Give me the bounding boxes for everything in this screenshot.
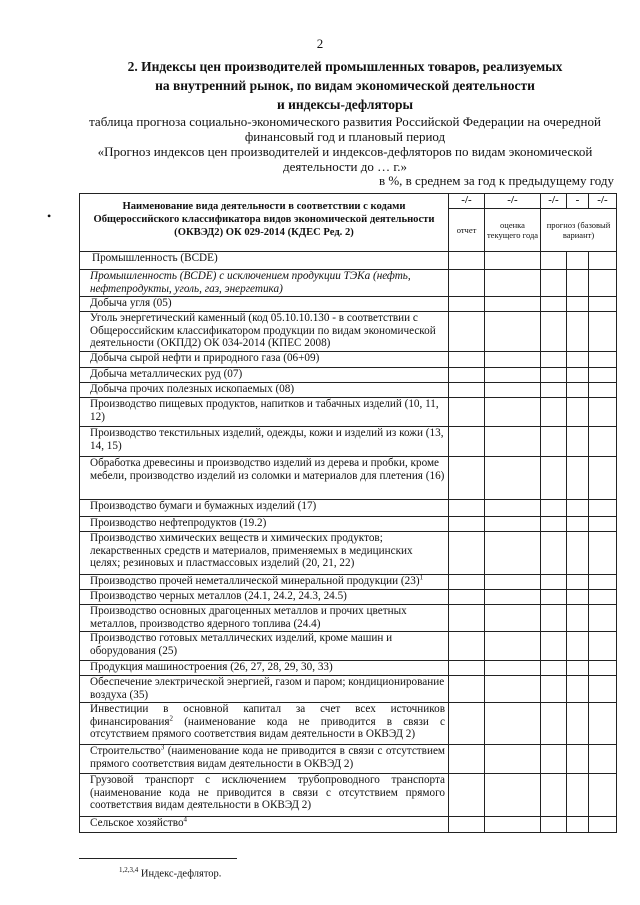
value-cell[interactable] <box>485 605 541 632</box>
value-cell[interactable] <box>567 774 589 817</box>
activity-name-text: Производство черных металлов (24.1, 24.2, 24.3, 24.5) <box>90 590 347 602</box>
value-cell[interactable] <box>567 590 589 605</box>
header-report: отчет <box>449 209 485 252</box>
value-cell[interactable] <box>567 427 589 457</box>
header-activity-name: Наименование вида деятельности в соответствии с кодами Общероссийского классификатора видов экономической деятельности (ОКВЭД2) ОК 029-2014 (КДЕС Ред. 2) <box>80 194 449 252</box>
value-cell[interactable] <box>449 590 485 605</box>
activity-name-cell <box>80 774 449 817</box>
value-cell[interactable] <box>589 774 617 817</box>
activity-name-text: Производство нефтепродуктов (19.2) <box>90 517 267 529</box>
value-cell[interactable] <box>485 398 541 427</box>
value-cell[interactable] <box>567 676 589 703</box>
table-row <box>80 270 617 297</box>
value-cell[interactable] <box>541 517 567 532</box>
value-cell[interactable] <box>449 427 485 457</box>
table-row <box>80 817 617 833</box>
unit-label: в %, в среднем за год к предыдущему году <box>378 173 614 188</box>
table-subtitle <box>60 114 630 174</box>
value-cell[interactable] <box>589 427 617 457</box>
activity-name-cell <box>80 590 449 605</box>
table-body <box>80 252 617 833</box>
value-cell[interactable] <box>589 676 617 703</box>
table-row <box>80 676 617 703</box>
table-row <box>80 517 617 532</box>
header-code-3: -/- <box>541 194 567 209</box>
activity-name-text: Обработка древесины и производство изделий из дерева и пробки, кроме мебели, производство изделий из соломки и материалов для плетения (16) <box>90 457 445 482</box>
value-cell[interactable] <box>541 532 567 575</box>
activity-name-text: Уголь энергетический каменный (код 05.10.10.130 - в соответствии с Общероссийским классификатором продукции по видам экономической деятельности (ОКПД2) ОК 034-2014 (КПЕС 2008) <box>90 312 436 350</box>
footnote-ref: 3 <box>160 743 165 752</box>
value-cell[interactable] <box>567 632 589 661</box>
value-cell[interactable] <box>589 457 617 500</box>
table-row <box>80 312 617 352</box>
value-cell[interactable] <box>449 252 485 270</box>
activity-name-cell <box>80 297 449 312</box>
value-cell[interactable] <box>449 703 485 745</box>
value-cell[interactable] <box>541 500 567 517</box>
activity-name-cell <box>80 352 449 368</box>
subtitle-line-2: финансовый год и плановый период <box>244 129 446 144</box>
value-cell[interactable] <box>589 605 617 632</box>
value-cell[interactable] <box>589 252 617 270</box>
value-cell[interactable] <box>589 383 617 398</box>
value-cell[interactable] <box>567 575 589 590</box>
value-cell[interactable] <box>589 703 617 745</box>
value-cell[interactable] <box>485 517 541 532</box>
activity-name-text: Добыча прочих полезных ископаемых (08) <box>90 383 295 395</box>
table-row <box>80 575 617 590</box>
activity-name-cell <box>80 270 449 297</box>
activity-name-cell: Инвестиции в основной капитал за счет всех источников финансирования$^2$ (наименование кода не приводится в связи с отсутствием прямого соответствия видам деятельности в ОКВЭД 2) <box>80 703 449 745</box>
value-cell[interactable] <box>541 590 567 605</box>
section-title-line-1: 2. Индексы цен производителей промышленных товаров, реализуемых <box>127 59 563 74</box>
value-cell[interactable] <box>485 457 541 500</box>
value-cell[interactable] <box>541 398 567 427</box>
activity-name-cell <box>80 676 449 703</box>
value-cell[interactable] <box>541 632 567 661</box>
header-code-2: -/- <box>485 194 541 209</box>
table-row <box>80 500 617 517</box>
value-cell[interactable] <box>589 270 617 297</box>
value-cell[interactable] <box>449 817 485 833</box>
value-cell[interactable] <box>567 605 589 632</box>
value-cell[interactable] <box>485 703 541 745</box>
activity-name-text: Промышленность (BCDE) <box>92 252 218 264</box>
activity-name-cell <box>80 517 449 532</box>
forecast-table <box>79 193 617 833</box>
activity-name-text: Производство бумаги и бумажных изделий (17) <box>90 500 317 512</box>
table-row <box>80 661 617 676</box>
value-cell[interactable] <box>541 312 567 352</box>
footnote-separator <box>79 858 237 859</box>
value-cell[interactable] <box>449 297 485 312</box>
value-cell[interactable] <box>589 297 617 312</box>
footnote-ref: 2 <box>169 713 174 722</box>
value-cell[interactable] <box>449 383 485 398</box>
value-cell[interactable] <box>567 745 589 774</box>
header-forecast: прогноз (базовый вариант) <box>541 209 617 252</box>
value-cell[interactable] <box>449 745 485 774</box>
activity-name-cell <box>80 427 449 457</box>
footnote-marks: 1,2,3,4 <box>119 866 139 874</box>
value-cell[interactable] <box>449 517 485 532</box>
page-number: 2 <box>316 36 324 51</box>
value-cell[interactable] <box>541 427 567 457</box>
activity-name-text: Добыча металлических руд (07) <box>90 368 243 380</box>
activity-name-text: Производство пищевых продуктов, напитков и табачных изделий (10, 11, 12) <box>90 398 439 423</box>
value-cell[interactable] <box>449 774 485 817</box>
table-row <box>80 703 617 745</box>
value-cell[interactable] <box>589 368 617 383</box>
value-cell[interactable] <box>541 745 567 774</box>
value-cell[interactable] <box>589 575 617 590</box>
value-cell[interactable] <box>589 590 617 605</box>
activity-name-text: Производство прочей неметаллической минеральной продукции (23) <box>90 575 420 587</box>
footnote-ref: 4 <box>183 815 188 824</box>
activity-name-text: Сельское хозяйство <box>90 817 184 829</box>
value-cell[interactable] <box>541 252 567 270</box>
value-cell[interactable] <box>541 457 567 500</box>
value-cell[interactable] <box>485 297 541 312</box>
value-cell[interactable] <box>485 575 541 590</box>
activity-name-cell: Строительство$^3$ (наименование кода не приводится в связи с отсутствием прямого соответствия видам деятельности в ОКВЭД 2) <box>80 745 449 774</box>
activity-name-text: Производство химических веществ и химических продуктов; лекарственных средств и материалов, применяемых в медицинских целях; резиновых и пластмассовых изделий (20, 21, 22) <box>90 532 413 570</box>
activity-name-cell <box>80 457 449 500</box>
value-cell[interactable] <box>541 575 567 590</box>
header-code-1: -/- <box>449 194 485 209</box>
subtitle-line-4: деятельности до … г.» <box>283 159 407 174</box>
value-cell[interactable] <box>485 817 541 833</box>
table-row <box>80 352 617 368</box>
activity-name-cell <box>80 532 449 575</box>
subtitle-line-1: таблица прогноза социально-экономического развития Российской Федерации на очередной <box>89 114 601 129</box>
header-code-5: -/- <box>589 194 617 209</box>
value-cell[interactable] <box>485 632 541 661</box>
table-row <box>80 398 617 427</box>
footnote-text: Индекс-дефлятор. <box>138 868 222 880</box>
activity-name-cell <box>80 575 449 590</box>
value-cell[interactable] <box>589 312 617 352</box>
activity-name-text: Грузовой транспорт с исключением трубопроводного транспорта (наименование кода не приводится в связи с отсутствием прямого соответствия видам деятельности в ОКВЭД 2) <box>90 774 445 812</box>
value-cell[interactable] <box>449 500 485 517</box>
table-row <box>80 590 617 605</box>
activity-name-text: Добыча угля (05) <box>90 297 172 309</box>
value-cell[interactable] <box>567 500 589 517</box>
header-estimate: оценка текущего года <box>485 209 541 252</box>
value-cell[interactable] <box>449 676 485 703</box>
value-cell[interactable] <box>567 817 589 833</box>
value-cell[interactable] <box>541 817 567 833</box>
value-cell[interactable] <box>449 270 485 297</box>
value-cell[interactable] <box>449 368 485 383</box>
value-cell[interactable] <box>485 500 541 517</box>
header-code-4: - <box>567 194 589 209</box>
table-row <box>80 632 617 661</box>
value-cell[interactable] <box>449 312 485 352</box>
activity-name-cell <box>80 605 449 632</box>
section-title-line-3: и индексы-дефляторы <box>276 97 414 112</box>
value-cell[interactable] <box>449 532 485 575</box>
value-cell[interactable] <box>567 398 589 427</box>
value-cell[interactable] <box>541 270 567 297</box>
value-cell[interactable] <box>485 774 541 817</box>
value-cell[interactable] <box>449 632 485 661</box>
value-cell[interactable] <box>567 703 589 745</box>
value-cell[interactable] <box>567 312 589 352</box>
value-cell[interactable] <box>567 517 589 532</box>
bullet-mark: • <box>47 209 52 223</box>
value-cell[interactable] <box>485 532 541 575</box>
value-cell[interactable] <box>485 676 541 703</box>
value-cell[interactable] <box>541 676 567 703</box>
table-row <box>80 745 617 774</box>
value-cell[interactable] <box>485 427 541 457</box>
activity-name-text: Продукция машиностроения (26, 27, 28, 29, 30, 33) <box>90 661 333 673</box>
value-cell[interactable] <box>485 661 541 676</box>
value-cell[interactable] <box>589 500 617 517</box>
value-cell[interactable] <box>449 398 485 427</box>
footnote <box>119 866 221 880</box>
table-row <box>80 605 617 632</box>
table-row <box>80 297 617 312</box>
value-cell[interactable] <box>541 368 567 383</box>
value-cell[interactable] <box>567 352 589 368</box>
value-cell[interactable] <box>567 270 589 297</box>
value-cell[interactable] <box>541 774 567 817</box>
value-cell[interactable] <box>589 517 617 532</box>
value-cell[interactable] <box>589 398 617 427</box>
value-cell[interactable] <box>541 661 567 676</box>
activity-name-text: Производство готовых металлических изделий, кроме машин и оборудования (25) <box>90 632 393 657</box>
value-cell[interactable] <box>567 457 589 500</box>
value-cell[interactable] <box>449 575 485 590</box>
activity-name-cell <box>80 383 449 398</box>
activity-name-text: Промышленность (BCDE) с исключением продукции ТЭКа (нефть, нефтепродукты, уголь, газ, энергетика) <box>90 270 411 295</box>
value-cell[interactable] <box>485 383 541 398</box>
value-cell[interactable] <box>567 661 589 676</box>
table-row <box>80 368 617 383</box>
activity-name-cell <box>80 368 449 383</box>
footnote-ref: 1 <box>419 573 424 582</box>
value-cell[interactable] <box>567 532 589 575</box>
value-cell[interactable] <box>485 745 541 774</box>
value-cell[interactable] <box>485 352 541 368</box>
activity-name-cell <box>80 500 449 517</box>
activity-name-text: Производство текстильных изделий, одежды, кожи и изделий из кожи (13, 14, 15) <box>90 427 444 452</box>
value-cell[interactable] <box>567 383 589 398</box>
subtitle-line-3: «Прогноз индексов цен производителей и индексов-дефляторов по видам экономической <box>97 144 593 159</box>
table-row <box>80 457 617 500</box>
value-cell[interactable] <box>541 605 567 632</box>
value-cell[interactable] <box>541 703 567 745</box>
value-cell[interactable] <box>589 745 617 774</box>
value-cell[interactable] <box>589 632 617 661</box>
value-cell[interactable] <box>485 252 541 270</box>
value-cell[interactable] <box>449 661 485 676</box>
value-cell[interactable] <box>485 590 541 605</box>
value-cell[interactable] <box>589 532 617 575</box>
value-cell[interactable] <box>541 383 567 398</box>
value-cell[interactable] <box>589 352 617 368</box>
value-cell[interactable] <box>449 457 485 500</box>
value-cell[interactable] <box>567 252 589 270</box>
value-cell[interactable] <box>567 368 589 383</box>
value-cell[interactable] <box>589 817 617 833</box>
value-cell[interactable] <box>485 368 541 383</box>
value-cell[interactable] <box>485 270 541 297</box>
table-row <box>80 774 617 817</box>
value-cell[interactable] <box>589 661 617 676</box>
activity-name-cell <box>80 252 449 270</box>
value-cell[interactable] <box>449 352 485 368</box>
section-title-line-2: на внутренний рынок, по видам экономической деятельности <box>155 78 535 93</box>
activity-name-text: Производство основных драгоценных металлов и прочих цветных металлов, производство ядерного топлива (24.4) <box>90 605 407 630</box>
table-row <box>80 427 617 457</box>
table-row <box>80 252 617 270</box>
activity-name-text: Добыча сырой нефти и природного газа (06+09) <box>90 352 320 364</box>
activity-name-cell <box>80 398 449 427</box>
activity-name-cell <box>80 312 449 352</box>
activity-name-cell <box>80 632 449 661</box>
activity-name-cell <box>80 817 449 833</box>
value-cell[interactable] <box>449 605 485 632</box>
activity-name-text: Обеспечение электрической энергией, газом и паром; кондиционирование воздуха (35) <box>90 676 445 701</box>
section-title <box>60 57 630 114</box>
value-cell[interactable] <box>541 297 567 312</box>
value-cell[interactable] <box>485 312 541 352</box>
table-row <box>80 383 617 398</box>
value-cell[interactable] <box>541 352 567 368</box>
table-row <box>80 532 617 575</box>
value-cell[interactable] <box>567 297 589 312</box>
activity-name-cell <box>80 661 449 676</box>
